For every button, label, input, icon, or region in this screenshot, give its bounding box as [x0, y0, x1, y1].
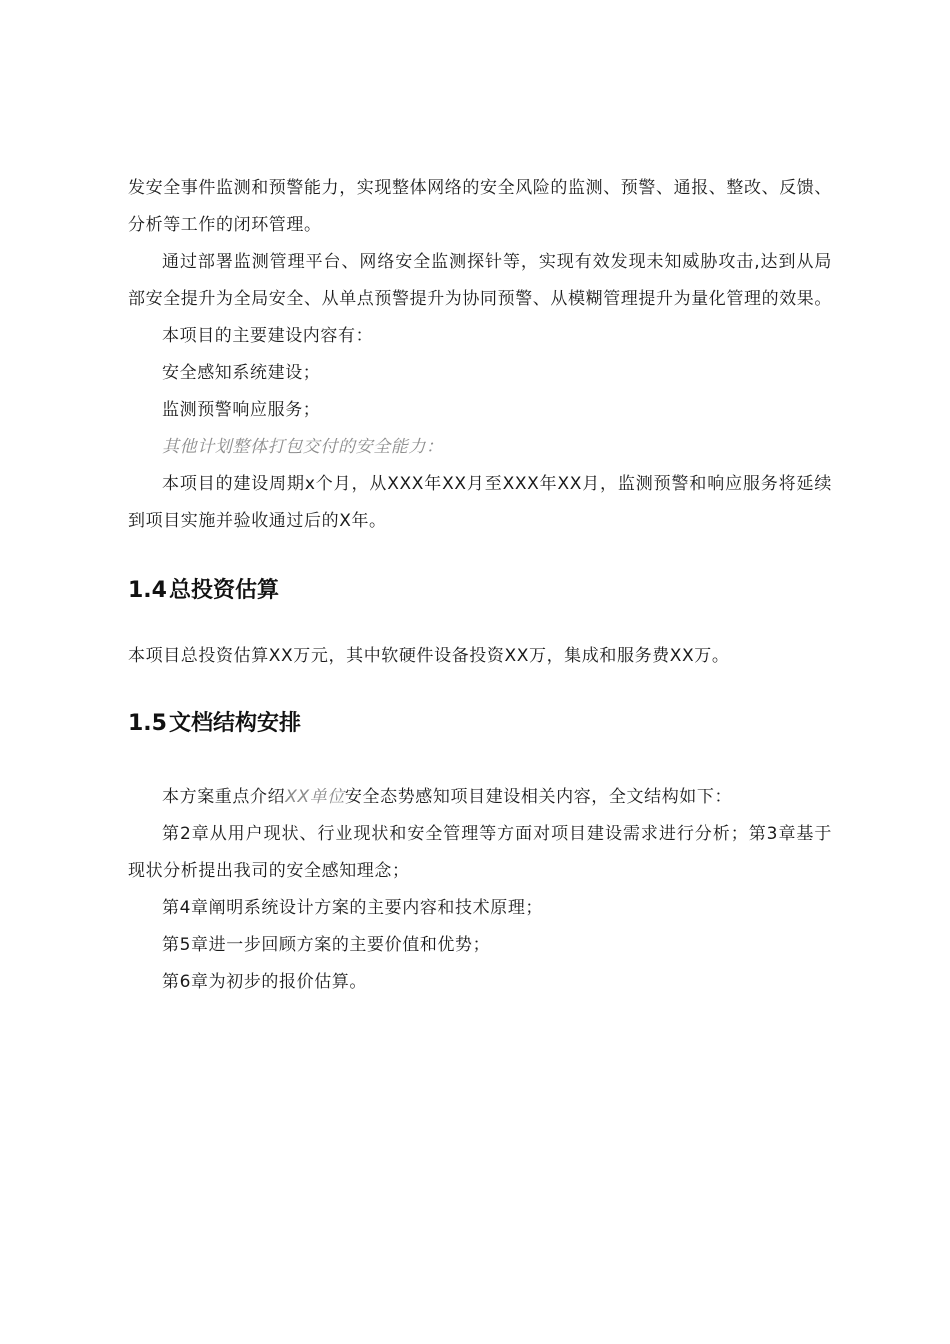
intro-text-before: 本方案重点介绍 [162, 787, 286, 807]
paragraph-construction-period: 本项目的建设周期x个月，从XXX年XX月至XXX年XX月，监测预警和响应服务将延续到项目实施并验收通过后的X年。 [128, 474, 832, 531]
heading-number: 1.4 [128, 578, 167, 603]
structure-item-chapter-5: 第5章进一步回顾方案的主要价值和优势； [162, 935, 491, 955]
placeholder-unit-name: XX单位 [285, 787, 345, 807]
heading-number: 1.5 [128, 711, 167, 736]
heading-title: 文档结构安排 [168, 711, 301, 736]
document-body [128, 170, 832, 1001]
paragraph-deployment-effect: 通过部署监测管理平台、网络安全监测探针等，实现有效发现未知威胁攻击,达到从局部安全提升为全局安全、从单点预警提升为协同预警、从模糊管理提升为量化管理的效果。 [128, 252, 832, 309]
intro-text-after: 安全态势感知项目建设相关内容，全文结构如下： [344, 787, 733, 807]
structure-item-chapter-4: 第4章阐明系统设计方案的主要内容和技术原理； [162, 898, 544, 918]
structure-item-chapter-6: 第6章为初步的报价估算。 [162, 972, 368, 992]
list-item-other-capabilities: 其他计划整体打包交付的安全能力： [162, 437, 444, 457]
heading-title: 总投资估算 [168, 578, 279, 603]
heading-document-structure [128, 709, 832, 739]
list-item-awareness-system: 安全感知系统建设； [162, 363, 321, 383]
heading-investment-estimate [128, 576, 832, 606]
paragraph-investment: 本项目总投资估算XX万元，其中软硬件设备投资XX万，集成和服务费XX万。 [128, 646, 730, 666]
paragraph-monitoring-closed-loop: 发安全事件监测和预警能力，实现整体网络的安全风险的监测、预警、通报、整改、反馈、分析等工作的闭环管理。 [128, 178, 832, 235]
list-item-monitoring-service: 监测预警响应服务； [162, 400, 321, 420]
structure-item-chapter-2-3: 第2章从用户现状、行业现状和安全管理等方面对项目建设需求进行分析；第3章基于现状分析提出我司的安全感知理念； [128, 824, 832, 881]
paragraph-structure-intro [128, 779, 832, 816]
paragraph-main-content-intro: 本项目的主要建设内容有： [162, 326, 374, 346]
